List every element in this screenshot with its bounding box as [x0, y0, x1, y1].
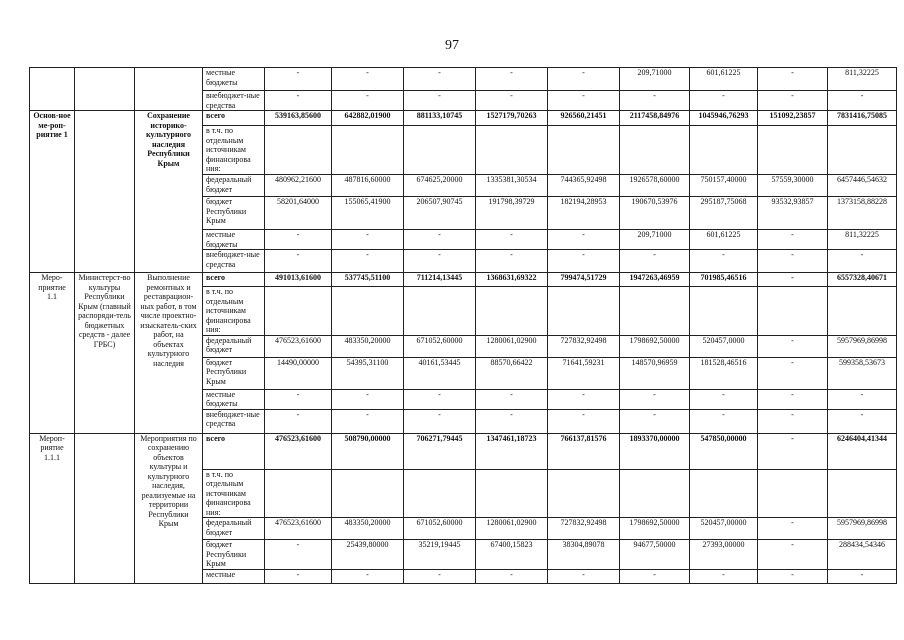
value-cell: 209,71000	[620, 68, 690, 91]
value-cell: -	[620, 409, 690, 433]
label-republic: бюджет Республики Крым	[203, 540, 265, 570]
value-cell: -	[265, 91, 332, 111]
empty-cell	[828, 126, 897, 175]
value-cell: -	[404, 91, 476, 111]
value-cell: 93532,93857	[758, 197, 828, 230]
value-cell: -	[758, 91, 828, 111]
value-cell: 6457446,54632	[828, 175, 897, 197]
value-cell: -	[548, 250, 620, 273]
empty-cell	[548, 126, 620, 175]
financing-table	[29, 67, 897, 584]
empty-cell	[404, 287, 476, 336]
value-cell: 926560,21451	[548, 111, 620, 126]
value-cell: 671052,60000	[404, 518, 476, 540]
value-cell: -	[548, 389, 620, 409]
empty-cell	[758, 469, 828, 518]
value-cell: -	[758, 68, 828, 91]
value-cell: 711214,13445	[404, 273, 476, 287]
value-cell: 487816,60000	[332, 175, 404, 197]
value-cell: 182194,28953	[548, 197, 620, 230]
value-cell: -	[265, 540, 332, 570]
empty-cell	[828, 469, 897, 518]
top-col1	[30, 68, 75, 111]
value-cell: 5957969,86998	[828, 335, 897, 357]
value-cell: 1798692,50000	[620, 335, 690, 357]
value-cell: 799474,51729	[548, 273, 620, 287]
value-cell: 35219,19445	[404, 540, 476, 570]
value-cell: -	[404, 569, 476, 583]
value-cell: -	[758, 540, 828, 570]
empty-cell	[404, 126, 476, 175]
value-cell: 94677,50000	[620, 540, 690, 570]
empty-cell	[620, 126, 690, 175]
label-incl: в т.ч. по отдельным источникам финансирова ния:	[203, 126, 265, 175]
value-cell: -	[476, 409, 548, 433]
table-row	[30, 273, 897, 287]
value-cell: 1280061,02900	[476, 518, 548, 540]
empty-cell	[476, 287, 548, 336]
value-cell: 38304,89078	[548, 540, 620, 570]
value-cell: 6557328,40671	[828, 273, 897, 287]
value-cell: 642882,01900	[332, 111, 404, 126]
value-cell: -	[828, 569, 897, 583]
value-cell: 67400,15823	[476, 540, 548, 570]
empty-cell	[620, 287, 690, 336]
label-incl: в т.ч. по отдельным источникам финансирова ния:	[203, 469, 265, 518]
value-cell: -	[548, 569, 620, 583]
value-cell: 483350,20000	[332, 335, 404, 357]
value-cell: 491013,61600	[265, 273, 332, 287]
value-cell: 766137,81576	[548, 433, 620, 469]
table-row	[30, 433, 897, 469]
executor: Министерст-во культуры Республики Крым (главный распоряди-тель бюджетных средств - далее ГРБС)	[75, 273, 135, 434]
value-cell: 148570,96959	[620, 357, 690, 389]
value-cell: 1893370,00000	[620, 433, 690, 469]
event-name: Сохранение историко-культурного наследия Республики Крым	[135, 111, 203, 273]
empty-cell	[690, 469, 758, 518]
value-cell: 476523,61600	[265, 518, 332, 540]
label-federal: федеральный бюджет	[203, 518, 265, 540]
empty-cell	[265, 287, 332, 336]
value-cell: -	[332, 409, 404, 433]
value-cell: -	[265, 409, 332, 433]
label-total: всего	[203, 273, 265, 287]
value-cell: -	[332, 91, 404, 111]
label-local: местные бюджеты	[203, 389, 265, 409]
value-cell: 155065,41900	[332, 197, 404, 230]
value-cell: -	[690, 569, 758, 583]
value-cell: 811,32225	[828, 68, 897, 91]
label-republic: бюджет Республики Крым	[203, 197, 265, 230]
value-cell: -	[758, 409, 828, 433]
value-cell: -	[690, 389, 758, 409]
value-cell: 811,32225	[828, 230, 897, 250]
value-cell: -	[758, 335, 828, 357]
value-cell: -	[476, 569, 548, 583]
value-cell: -	[476, 250, 548, 273]
value-cell: 206507,90745	[404, 197, 476, 230]
value-cell: 54395,31100	[332, 357, 404, 389]
value-cell: 601,61225	[690, 68, 758, 91]
value-cell: 288434,54346	[828, 540, 897, 570]
executor	[75, 111, 135, 273]
top-col2	[75, 68, 135, 111]
value-cell: 209,71000	[620, 230, 690, 250]
label-total: всего	[203, 433, 265, 469]
value-cell: -	[690, 91, 758, 111]
event-code: Мероп-риятие 1.1.1	[30, 433, 75, 583]
value-cell: 480962,21600	[265, 175, 332, 197]
empty-cell	[265, 469, 332, 518]
value-cell: -	[690, 250, 758, 273]
table-row	[30, 111, 897, 126]
empty-cell	[548, 469, 620, 518]
value-cell: 40161,53445	[404, 357, 476, 389]
value-cell: -	[620, 569, 690, 583]
empty-cell	[332, 287, 404, 336]
value-cell: -	[476, 389, 548, 409]
value-cell: -	[265, 230, 332, 250]
empty-cell	[758, 126, 828, 175]
value-cell: 190670,53976	[620, 197, 690, 230]
empty-cell	[828, 287, 897, 336]
value-cell: 1280061,02900	[476, 335, 548, 357]
label-incl: в т.ч. по отдельным источникам финансирова ния:	[203, 287, 265, 336]
value-cell: -	[265, 68, 332, 91]
label-federal: федеральный бюджет	[203, 335, 265, 357]
value-cell: -	[758, 250, 828, 273]
value-cell: -	[404, 389, 476, 409]
value-cell: -	[404, 68, 476, 91]
value-cell: 1373158,88228	[828, 197, 897, 230]
value-cell: 2117458,84976	[620, 111, 690, 126]
value-cell: 71641,59231	[548, 357, 620, 389]
value-cell: 57559,30000	[758, 175, 828, 197]
empty-cell	[476, 469, 548, 518]
value-cell: 1335381,30534	[476, 175, 548, 197]
empty-cell	[404, 469, 476, 518]
event-code: Основ-ное ме-роп-риятие 1	[30, 111, 75, 273]
label-offbudget: внебюджет-ные средства	[203, 91, 265, 111]
executor	[75, 433, 135, 583]
value-cell: -	[620, 389, 690, 409]
value-cell: 151092,23857	[758, 111, 828, 126]
value-cell: 706271,79445	[404, 433, 476, 469]
value-cell: -	[548, 91, 620, 111]
value-cell: 537745,51100	[332, 273, 404, 287]
value-cell: -	[548, 409, 620, 433]
value-cell: -	[332, 250, 404, 273]
value-cell: 750157,40000	[690, 175, 758, 197]
value-cell: 508790,00000	[332, 433, 404, 469]
value-cell: 744365,92498	[548, 175, 620, 197]
empty-cell	[476, 126, 548, 175]
value-cell: 1798692,50000	[620, 518, 690, 540]
value-cell: 25439,80000	[332, 540, 404, 570]
value-cell: 7831416,75085	[828, 111, 897, 126]
value-cell: -	[758, 273, 828, 287]
value-cell: 727832,92498	[548, 518, 620, 540]
event-code: Меро-приятие 1.1	[30, 273, 75, 434]
value-cell: -	[404, 409, 476, 433]
value-cell: -	[265, 250, 332, 273]
empty-cell	[265, 126, 332, 175]
value-cell: -	[476, 230, 548, 250]
value-cell: 1045946,76293	[690, 111, 758, 126]
value-cell: 27393,00000	[690, 540, 758, 570]
value-cell: -	[476, 68, 548, 91]
empty-cell	[332, 469, 404, 518]
value-cell: -	[332, 569, 404, 583]
value-cell: -	[332, 389, 404, 409]
label-offbudget: внебюджет-ные средства	[203, 409, 265, 433]
value-cell: 1947263,46959	[620, 273, 690, 287]
value-cell: 1527179,70263	[476, 111, 548, 126]
event-name: Мероприятия по сохранению объектов культуры и культурного наследия, реализуемые на территории Республики Крым	[135, 433, 203, 583]
value-cell: -	[332, 68, 404, 91]
value-cell: 88570,66422	[476, 357, 548, 389]
value-cell: -	[548, 68, 620, 91]
value-cell: -	[828, 250, 897, 273]
value-cell: -	[758, 389, 828, 409]
value-cell: 58201,64000	[265, 197, 332, 230]
value-cell: 547850,00000	[690, 433, 758, 469]
label-local: местные бюджеты	[203, 230, 265, 250]
value-cell: 520457,0000	[690, 335, 758, 357]
value-cell: -	[828, 389, 897, 409]
value-cell: -	[758, 433, 828, 469]
value-cell: 295187,75068	[690, 197, 758, 230]
label-republic: бюджет Республики Крым	[203, 357, 265, 389]
value-cell: -	[758, 357, 828, 389]
event-name: Выполнение ремонтных и реставрацион-ных работ, в том числе проектно-изыскатель-ских работ, на объектах культурного наследия	[135, 273, 203, 434]
page-number: 97	[445, 38, 459, 53]
value-cell: -	[690, 409, 758, 433]
value-cell: -	[828, 409, 897, 433]
table-row	[30, 68, 897, 91]
value-cell: 601,61225	[690, 230, 758, 250]
value-cell: 5957969,86998	[828, 518, 897, 540]
value-cell: 599358,53673	[828, 357, 897, 389]
value-cell: 674625,20000	[404, 175, 476, 197]
top-col3	[135, 68, 203, 111]
value-cell: 701985,46516	[690, 273, 758, 287]
value-cell: 1926578,60000	[620, 175, 690, 197]
value-cell: 1347461,18723	[476, 433, 548, 469]
value-cell: 6246404,41344	[828, 433, 897, 469]
label-federal: федеральный бюджет	[203, 175, 265, 197]
value-cell: 476523,61600	[265, 335, 332, 357]
value-cell: 14490,00000	[265, 357, 332, 389]
value-cell: 727832,92498	[548, 335, 620, 357]
empty-cell	[690, 126, 758, 175]
value-cell: -	[332, 230, 404, 250]
empty-cell	[332, 126, 404, 175]
value-cell: 191798,39729	[476, 197, 548, 230]
value-cell: -	[548, 230, 620, 250]
value-cell: -	[265, 569, 332, 583]
label-local: местные	[203, 569, 265, 583]
value-cell: -	[620, 250, 690, 273]
label-local: местные бюджеты	[203, 68, 265, 91]
value-cell: 539163,85600	[265, 111, 332, 126]
value-cell: 881133,10745	[404, 111, 476, 126]
value-cell: -	[404, 250, 476, 273]
empty-cell	[690, 287, 758, 336]
empty-cell	[548, 287, 620, 336]
value-cell: 476523,61600	[265, 433, 332, 469]
value-cell: -	[758, 518, 828, 540]
value-cell: 483350,20000	[332, 518, 404, 540]
label-total: всего	[203, 111, 265, 126]
value-cell: 520457,00000	[690, 518, 758, 540]
empty-cell	[620, 469, 690, 518]
value-cell: -	[265, 389, 332, 409]
value-cell: -	[404, 230, 476, 250]
value-cell: 671052,60000	[404, 335, 476, 357]
value-cell: 181528,46516	[690, 357, 758, 389]
value-cell: -	[476, 91, 548, 111]
value-cell: -	[758, 230, 828, 250]
value-cell: -	[758, 569, 828, 583]
value-cell: -	[620, 91, 690, 111]
value-cell: -	[828, 91, 897, 111]
value-cell: 1368631,69322	[476, 273, 548, 287]
empty-cell	[758, 287, 828, 336]
label-offbudget: внебюджет-ные средства	[203, 250, 265, 273]
